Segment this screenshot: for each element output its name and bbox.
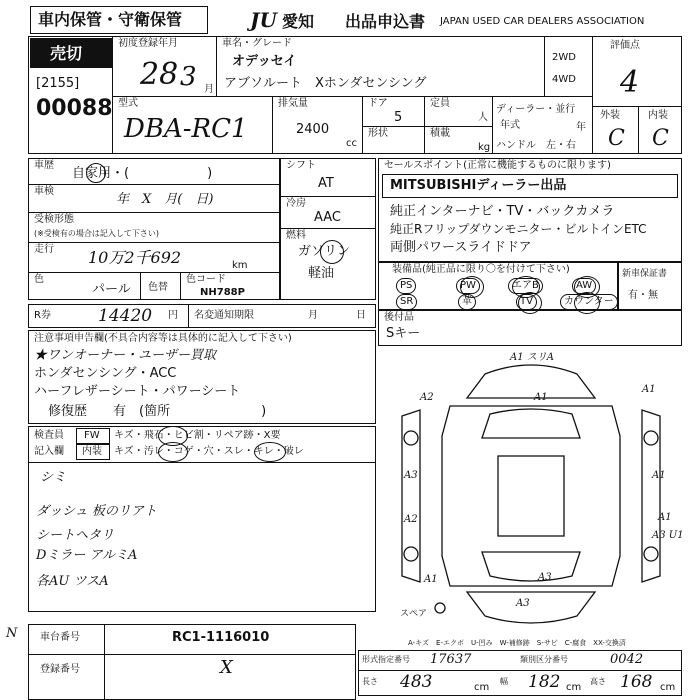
damage-mark-rear-left: A1: [424, 574, 438, 585]
recycle-unit: 円: [168, 310, 178, 321]
grade-label: 評価点: [610, 40, 640, 51]
color-change-label: 色替: [148, 282, 168, 293]
load-unit: kg: [478, 142, 491, 153]
accepted-sub: (※受検有の場合は記入して下さい): [34, 229, 159, 238]
sales-point-3: 純正Rフリップダウンモニター・ビルトインETC: [390, 222, 647, 236]
grade-divider: [592, 36, 593, 154]
ac-value: AAC: [314, 210, 341, 225]
shape-label: 形状: [368, 128, 388, 139]
equip-counter: カウンター: [560, 294, 618, 310]
after-market-label: 後付品: [384, 312, 414, 323]
fuel-gasoline-mark: [320, 240, 344, 264]
dimensions-line: [358, 670, 682, 671]
history-label: 車歴: [34, 160, 54, 171]
specs-top-line: [112, 96, 592, 97]
storage-label: 車内保管・守衛保管: [38, 10, 183, 29]
capacity-label: 定員: [430, 98, 450, 109]
mileage-line: [28, 272, 280, 273]
first-reg-label: 初度登録年月: [118, 38, 178, 49]
handle-label: ハンドル 左・右: [496, 140, 576, 151]
grade-sub-line: [592, 106, 682, 107]
height-label: 高さ: [590, 677, 606, 686]
shift-label: シフト: [286, 160, 316, 171]
wheel-rr: [644, 547, 658, 561]
car-grade: アブソルート Xホンダセンシング: [224, 76, 427, 91]
chassis-divider: [104, 624, 105, 700]
sales-point-2: 純正インターナビ・TV・バックカメラ: [390, 204, 615, 219]
damage-mark-right-rear: A1: [658, 512, 672, 523]
wheel-fr: [644, 431, 658, 445]
displacement-unit: cc: [346, 138, 357, 149]
accepted-label: 受検形態: [34, 214, 74, 225]
ac-line: [280, 228, 376, 229]
damage-mark-front: A1 スリA: [510, 352, 554, 363]
damage-mark-left-mid: A3: [404, 470, 418, 481]
inspector-int-items: キズ・汚レ・コゲ・穴・スレ・キレ・破レ: [114, 446, 304, 457]
sales-point-4: 両側パワースライドドア: [390, 240, 532, 255]
recycle-label: R券: [34, 310, 51, 321]
car-windshield: [482, 409, 580, 438]
load-label: 積載: [430, 128, 450, 139]
recycle-value: 14420: [98, 306, 153, 326]
equip-pw-mark: [460, 276, 484, 298]
color-div-2: [180, 272, 181, 300]
color-label: 色: [34, 274, 44, 285]
equip-sr: SR: [396, 294, 417, 310]
fuel-label: 燃料: [286, 230, 306, 241]
association-name: JAPAN USED CAR DEALERS ASSOCIATION: [440, 16, 645, 27]
dealer-label: ディーラー・並行: [496, 104, 576, 115]
specs-div-2: [362, 96, 363, 154]
shift-line: [280, 196, 376, 197]
reg-number-label: 登録番号: [40, 664, 80, 675]
specs-mid-line: [362, 126, 492, 127]
after-market-block: [378, 310, 682, 346]
width-value: 182: [528, 672, 561, 692]
interior-grade: C: [652, 126, 669, 151]
reg-divider: [216, 36, 217, 96]
ju-logo-mark: JU: [250, 8, 277, 32]
capacity-unit: 人: [478, 112, 488, 123]
displacement-value: 2400: [296, 122, 330, 137]
fuel-diesel: 軽油: [308, 266, 335, 281]
year-type-unit: 年: [576, 122, 586, 133]
class-no-value: 0042: [610, 652, 644, 667]
inspector-sep: [28, 462, 376, 463]
specs-div-1: [272, 96, 273, 154]
damage-mark-right-u: A3 U1: [652, 530, 684, 541]
class-no-label: 類別区分番号: [520, 655, 568, 664]
first-reg-month-unit: 月: [204, 84, 214, 95]
sales-points-label: セールスポイント(正常に機能するものに限ります): [384, 160, 611, 171]
transfer-month-unit: 月: [308, 310, 318, 321]
accepted-line: [28, 242, 280, 243]
equip-airbag: エアB: [508, 278, 543, 294]
length-label: 長さ: [362, 677, 378, 686]
ju-logo-text: 愛知: [282, 12, 315, 31]
height-unit: cm: [660, 682, 676, 693]
warranty-label: 新車保証書: [622, 269, 668, 279]
inspection-line: [28, 212, 280, 213]
ac-label: 冷房: [286, 198, 306, 209]
lot-code: [2155]: [36, 76, 80, 91]
after-market-value: Sキー: [386, 326, 421, 341]
note-line-3: ハーフレザーシート・パワーシート: [34, 384, 241, 399]
color-code-value: NH788P: [200, 287, 245, 298]
inspector-note-1: シミ: [40, 470, 67, 485]
car-roof: [498, 456, 564, 536]
exterior-grade: C: [608, 126, 625, 151]
reg-number-value: X: [220, 657, 233, 678]
equip-ps: PS: [396, 278, 416, 294]
notes-label: 注意事項申告欄(不具合内容等は具体的に記入して下さい): [34, 333, 292, 344]
n-mark: N: [6, 626, 18, 641]
tire-indicator: [435, 603, 445, 613]
inspection-label: 車検: [34, 186, 54, 197]
lot-number: 00088: [36, 96, 113, 121]
inspector-wear-mark: [254, 442, 286, 462]
fuel-gasoline: ガソリン: [298, 244, 351, 259]
mileage-unit: km: [232, 260, 248, 271]
damage-mark-rear-bumper: A3: [516, 598, 530, 609]
inspector-note-3: シートヘタリ: [36, 528, 115, 543]
history-value: 自家用・( ): [72, 166, 213, 181]
damage-mark-hood: A1: [534, 392, 548, 403]
form-title: 出品申込書: [345, 12, 426, 31]
car-diagram: [380, 346, 682, 630]
form-no-label: 形式指定番号: [362, 655, 410, 664]
model-label: 型式: [118, 98, 138, 109]
equipment-label: 装備品(純正品に限り〇を付けて下さい): [392, 264, 570, 275]
car-name: オデッセイ: [232, 54, 297, 69]
damage-mark-right-front: A1: [642, 384, 656, 395]
car-outline-front: [467, 365, 595, 398]
inspector-note-2: ダッシュ 板のリアト: [36, 504, 157, 519]
chassis-label: 車台番号: [40, 632, 80, 643]
exterior-label: 外装: [600, 110, 620, 121]
equip-pw: PW: [456, 278, 480, 294]
width-label: 幅: [500, 677, 508, 686]
inspector-note-5: 各AU ツスA: [36, 574, 109, 589]
equip-tv: TV: [516, 294, 537, 310]
history-private-mark: [86, 163, 106, 183]
color-code-label: 色コード: [186, 274, 226, 285]
color-div-1: [140, 272, 141, 300]
mileage-value: 10万2千692: [88, 248, 182, 267]
inspector-fw-label: FW: [84, 430, 100, 441]
first-reg-month: 3: [180, 62, 197, 92]
car-rear-window: [482, 552, 580, 581]
equip-leather: 革: [458, 294, 476, 310]
damage-legend: A-キズ E-エクボ U-凹み W-補修跡 S-サビ C-腐食 XX-交換済: [408, 639, 626, 647]
wheel-fl: [404, 431, 418, 445]
car-outline-body: [442, 406, 620, 586]
first-reg-year: 28: [140, 57, 179, 92]
length-value: 483: [400, 672, 433, 692]
year-type-label: 年式: [500, 120, 520, 131]
inspector-label-2: 記入欄: [34, 446, 64, 457]
grade-score: 4: [620, 65, 640, 100]
height-value: 168: [620, 672, 653, 692]
displacement-label: 排気量: [278, 98, 308, 109]
note-line-1: ★ワンオーナー・ユーザー買取: [34, 348, 217, 363]
interior-label: 内装: [648, 110, 668, 121]
drive-2wd: 2WD: [552, 52, 576, 63]
inspector-stain-mark: [158, 442, 188, 462]
car-name-label: 車名・グレード: [222, 38, 292, 49]
chassis-value: RC1-1116010: [172, 630, 270, 645]
drive-divider: [544, 36, 545, 96]
note-line-2: ホンダセンシング・ACC: [34, 366, 177, 381]
inspection-value: 年 X 月( 日): [116, 192, 214, 207]
model-code: DBA-RC1: [124, 114, 248, 144]
transfer-day-unit: 日: [356, 310, 366, 321]
note-line-4: 修復歴 有 (箇所 ): [48, 404, 267, 419]
length-unit: cm: [474, 682, 490, 693]
damage-mark-right-mid: A1: [652, 470, 666, 481]
grade-sub-divider: [638, 106, 639, 154]
ju-logo: [250, 10, 314, 32]
inspector-note-4: Dミラー アルミA: [36, 548, 138, 563]
sales-point-1: MITSUBISHIディーラー出品: [390, 178, 567, 193]
width-unit: cm: [566, 682, 582, 693]
shift-value: AT: [318, 176, 334, 191]
inspector-int-label: 内装: [82, 446, 102, 457]
inspector-label-1: 検査員: [34, 430, 64, 441]
mileage-label: 走行: [34, 244, 54, 255]
lot-divider: [112, 36, 113, 154]
drive-4wd: 4WD: [552, 74, 576, 85]
transfer-label: 名変通知期限: [194, 310, 254, 321]
equip-aw: AW: [572, 278, 596, 294]
recycle-divider: [188, 304, 189, 328]
damage-mark-quarter: A3: [538, 572, 552, 583]
doors-value: 5: [394, 110, 403, 125]
inspector-fw-items: キズ・飛石・ヒビ割・リペア跡・X要: [114, 430, 281, 441]
specs-div-3: [424, 96, 425, 154]
wheel-rl: [404, 547, 418, 561]
history-line: [28, 184, 280, 185]
damage-mark-left-rear: A2: [404, 514, 418, 525]
warranty-value: 有・無: [628, 290, 658, 301]
chassis-line: [28, 654, 356, 655]
car-outline-rear: [467, 592, 595, 623]
color-value: パール: [92, 282, 131, 297]
lot-status: 売切: [50, 44, 83, 63]
specs-div-4: [492, 96, 493, 154]
form-no-value: 17637: [430, 652, 472, 667]
damage-mark-left-front: A2: [420, 392, 434, 403]
doors-label: ドア: [368, 98, 388, 109]
spare-label: スペア: [400, 609, 428, 619]
